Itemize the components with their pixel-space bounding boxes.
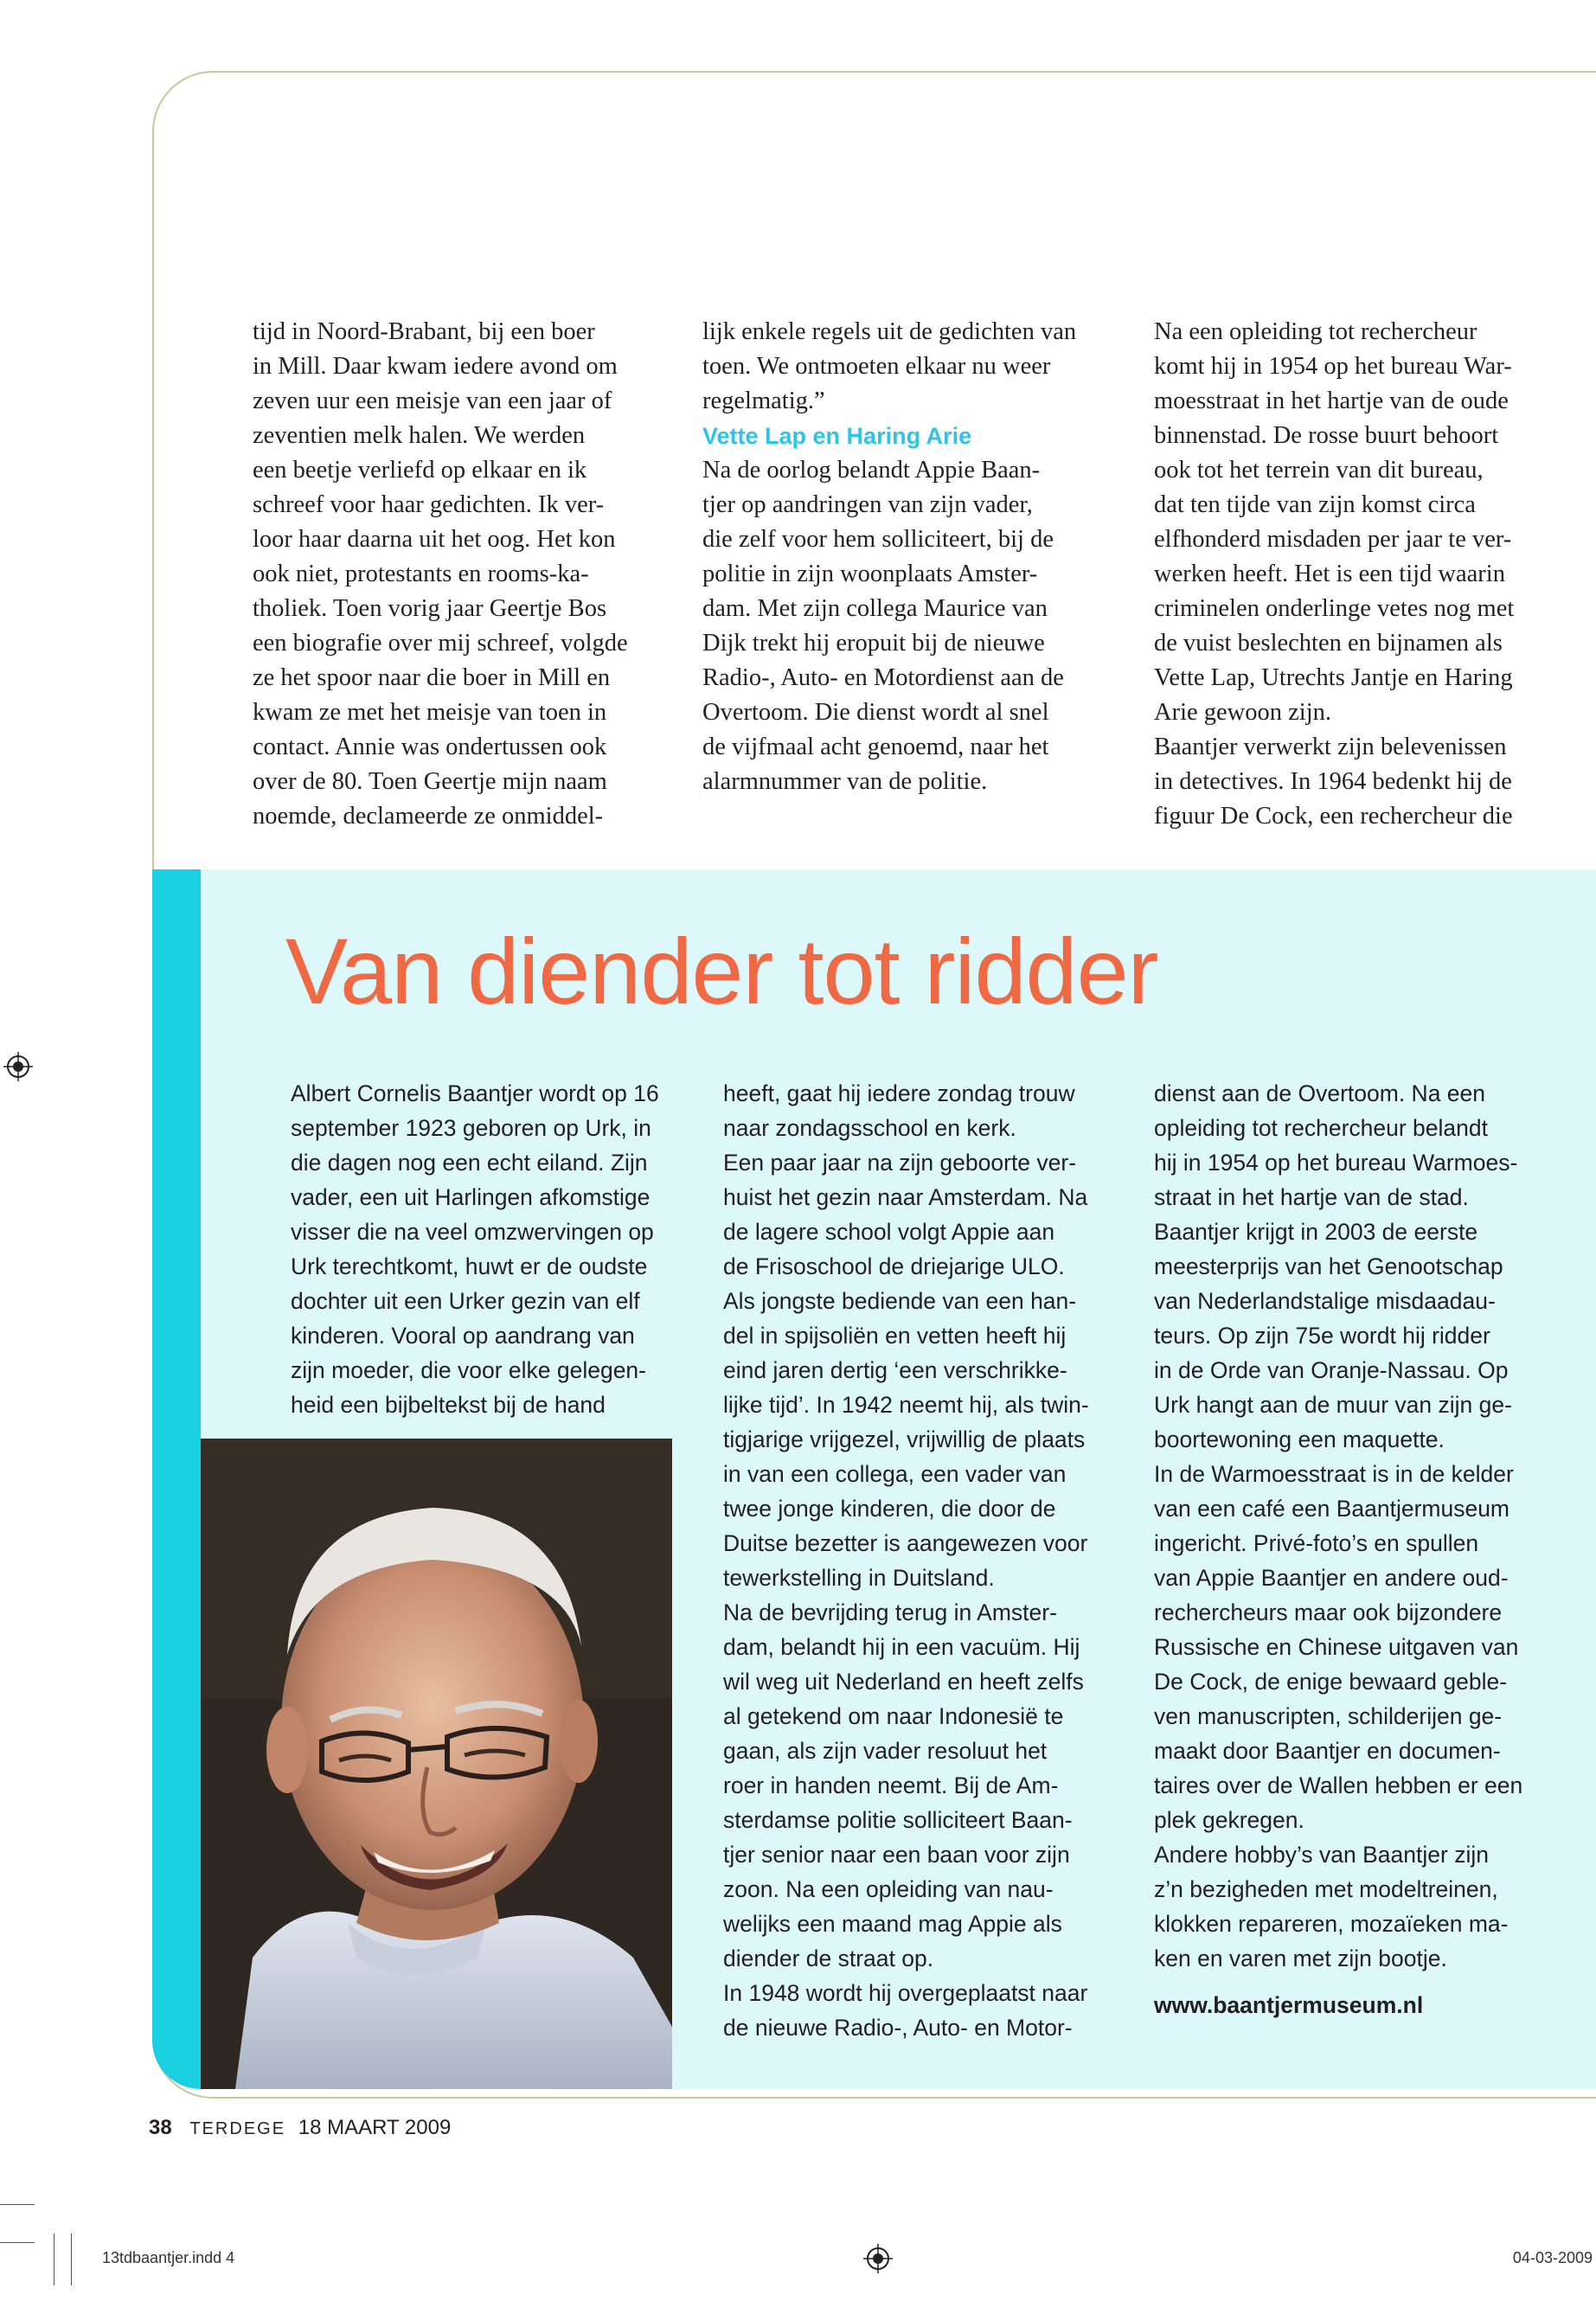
text-line: De Cock, de enige bewaard geble- — [1154, 1669, 1508, 1695]
text-line: boortewoning een maquette. — [1154, 1426, 1445, 1452]
text-line: ingericht. Privé-foto’s en spullen — [1154, 1530, 1479, 1556]
text-line: rechercheurs maar ook bijzondere — [1154, 1599, 1503, 1625]
text-line: kinderen. Vooral op aandrang van — [291, 1323, 635, 1349]
text-line: over de 80. Toen Geertje mijn naam — [253, 768, 607, 795]
text-line: welijks een maand mag Appie als — [723, 1911, 1062, 1937]
sidebar-column-3 — [1154, 1076, 1569, 2022]
text-line: moesstraat in het hartje van de oude — [1154, 388, 1509, 414]
text-line: dat ten tijde van zijn komst circa — [1154, 491, 1476, 518]
text-line: lijk enkele regels uit de gedichten van — [702, 318, 1077, 345]
text-line: Arie gewoon zijn. — [1154, 699, 1331, 726]
text-line: straat in het hartje van de stad. — [1154, 1184, 1469, 1210]
text-line: die zelf voor hem solliciteert, bij de — [702, 526, 1054, 553]
text-line: tholiek. Toen vorig jaar Geertje Bos — [253, 595, 607, 622]
sidebar-column-2 — [723, 1076, 1130, 2045]
text-line: in van een collega, een vader van — [723, 1461, 1067, 1487]
text-line: dochter uit een Urker gezin van elf — [291, 1288, 640, 1314]
trim-mark — [0, 2242, 35, 2243]
text-line: komt hij in 1954 op het bureau War- — [1154, 353, 1512, 380]
text-line: meesterprijs van het Genootschap — [1154, 1253, 1503, 1279]
text-line: In 1948 wordt hij overgeplaatst naar — [723, 1980, 1088, 2006]
text-line: roer in handen neemt. Bij de Am- — [723, 1772, 1059, 1798]
sidebar-column-1 — [291, 1076, 697, 1422]
magazine-name: TERDEGE — [189, 2119, 286, 2138]
text-line: dam, belandt hij in een vacuüm. Hij — [723, 1634, 1080, 1660]
issue-date: 18 MAART 2009 — [298, 2116, 452, 2139]
article-column-1 — [253, 315, 685, 834]
text-line: heeft, gaat hij iedere zondag trouw — [723, 1080, 1075, 1106]
text-line: twee jonge kinderen, die door de — [723, 1496, 1056, 1522]
text-line: sterdamse politie solliciteert Baan- — [723, 1807, 1073, 1833]
registration-mark-bottom — [863, 2244, 893, 2273]
text-line: Albert Cornelis Baantjer wordt op 16 — [291, 1080, 659, 1106]
text-line: alarmnummer van de politie. — [702, 768, 988, 795]
article-column-2-top — [702, 315, 1152, 419]
text-line: zeven uur een meisje van een jaar of — [253, 388, 612, 414]
text-line: een biografie over mij schreef, volgde — [253, 630, 628, 657]
text-line: criminelen onderlinge vetes nog met — [1154, 595, 1515, 622]
text-line: van Nederlandstalige misdaadau- — [1154, 1288, 1496, 1314]
text-line: van een café een Baantjermuseum — [1154, 1496, 1510, 1522]
text-line: elfhonderd misdaden per jaar te ver- — [1154, 526, 1512, 553]
text-line: toen. We ontmoeten elkaar nu weer — [702, 353, 1051, 380]
text-line: maakt door Baantjer en documen- — [1154, 1738, 1501, 1764]
text-line: visser die na veel omzwervingen op — [291, 1219, 654, 1245]
text-line: Russische en Chinese uitgaven van — [1154, 1634, 1519, 1660]
text-line: Vette Lap, Utrechts Jantje en Haring — [1154, 664, 1513, 691]
text-line: de nieuwe Radio-, Auto- en Motor- — [723, 2015, 1073, 2041]
text-line: wil weg uit Nederland en heeft zelfs — [723, 1669, 1084, 1695]
text-line: Als jongste bediende van een han- — [723, 1288, 1077, 1314]
text-line: Na een opleiding tot rechercheur — [1154, 318, 1477, 345]
text-line: regelmatig.” — [702, 388, 825, 414]
text-line: binnenstad. De rosse buurt behoort — [1154, 422, 1499, 449]
text-line: zeventien melk halen. We werden — [253, 422, 586, 449]
text-line: diender de straat op. — [723, 1945, 934, 1971]
registration-mark-left — [3, 1052, 33, 1081]
text-line: Overtoom. Die dienst wordt al snel — [702, 699, 1049, 726]
text-line: del in spijsoliën en vetten heeft hij — [723, 1323, 1067, 1349]
text-line: huist het gezin naar Amsterdam. Na — [723, 1184, 1088, 1210]
portrait-photo — [201, 1439, 672, 2089]
text-line: van Appie Baantjer en andere oud- — [1154, 1565, 1509, 1591]
article-column-2 — [702, 315, 1152, 799]
text-line: naar zondagsschool en kerk. — [723, 1115, 1016, 1141]
text-line: september 1923 geboren op Urk, in — [291, 1115, 651, 1141]
text-line: Een paar jaar na zijn geboorte ver- — [723, 1150, 1077, 1176]
text-line: in de Orde van Oranje-Nassau. Op — [1154, 1357, 1509, 1383]
sidebar-title: Van diender tot ridder — [285, 919, 1158, 1023]
text-line: Urk hangt aan de muur van zijn ge- — [1154, 1392, 1512, 1418]
text-line: lijke tijd’. In 1942 neemt hij, als twin- — [723, 1392, 1089, 1418]
text-line: zijn moeder, die voor elke gelegen- — [291, 1357, 646, 1383]
text-line: al getekend om naar Indonesië te — [723, 1703, 1064, 1729]
text-line: vader, een uit Harlingen afkomstige — [291, 1184, 651, 1210]
trim-mark — [0, 2204, 35, 2205]
text-line: klokken repareren, mozaïeken ma- — [1154, 1911, 1509, 1937]
text-line: zoon. Na een opleiding van nau- — [723, 1876, 1054, 1902]
trim-mark — [71, 2234, 72, 2285]
text-line: Na de bevrijding terug in Amster- — [723, 1599, 1057, 1625]
text-line: dam. Met zijn collega Maurice van — [702, 595, 1048, 622]
text-line: Dijk trekt hij eropuit bij de nieuwe — [702, 630, 1045, 657]
text-line: Radio-, Auto- en Motordienst aan de — [702, 664, 1064, 691]
text-line: tjer op aandringen van zijn vader, — [702, 491, 1033, 518]
text-line: ze het spoor naar die boer in Mill en — [253, 664, 611, 691]
text-line: een beetje verliefd op elkaar en ik — [253, 457, 587, 484]
text-line: Baantjer krijgt in 2003 de eerste — [1154, 1219, 1478, 1245]
text-line: ook niet, protestants en rooms-ka- — [253, 561, 589, 587]
slug-date: 04-03-2009 — [1512, 2249, 1593, 2266]
text-line: In de Warmoesstraat is in de kelder — [1154, 1461, 1514, 1487]
text-line: tigjarige vrijgezel, vrijwillig de plaats — [723, 1426, 1086, 1452]
text-line: in detectives. In 1964 bedenkt hij de — [1154, 768, 1512, 795]
text-line: Duitse bezetter is aangewezen voor — [723, 1530, 1088, 1556]
page-footer — [149, 2116, 451, 2140]
text-line: tewerkstelling in Duitsland. — [723, 1565, 995, 1591]
portrait-illustration — [201, 1439, 672, 2089]
text-line: ken en varen met zijn bootje. — [1154, 1945, 1447, 1971]
text-line: eind jaren dertig ‘een verschrikke- — [723, 1357, 1067, 1383]
text-line: Na de oorlog belandt Appie Baan- — [702, 457, 1041, 484]
text-line: contact. Annie was ondertussen ook — [253, 734, 607, 760]
text-line: in Mill. Daar kwam iedere avond om — [253, 353, 618, 380]
text-line: figuur De Cock, een rechercheur die — [1154, 803, 1513, 830]
text-line: Andere hobby’s van Baantjer zijn — [1154, 1842, 1489, 1868]
text-line: tijd in Noord-Brabant, bij een boer — [253, 318, 595, 345]
text-line: dienst aan de Overtoom. Na een — [1154, 1080, 1486, 1106]
article-column-3 — [1154, 315, 1595, 834]
text-line: loor haar daarna uit het oog. Het kon — [253, 526, 616, 553]
page-number: 38 — [149, 2116, 172, 2139]
text-line: heid een bijbeltekst bij de hand — [291, 1392, 606, 1418]
text-line: ven manuscripten, schilderijen ge- — [1154, 1703, 1503, 1729]
text-line: teurs. Op zijn 75e wordt hij ridder — [1154, 1323, 1490, 1349]
text-line: Urk terechtkomt, huwt er de oudste — [291, 1253, 648, 1279]
text-line: z’n bezigheden met modeltreinen, — [1154, 1876, 1498, 1902]
text-line: opleiding tot rechercheur belandt — [1154, 1115, 1488, 1141]
text-line: taires over de Wallen hebben er een — [1154, 1772, 1523, 1798]
text-line: de lagere school volgt Appie aan — [723, 1219, 1055, 1245]
text-line: die dagen nog een echt eiland. Zijn — [291, 1150, 648, 1176]
text-line: de vuist beslechten en bijnamen als — [1154, 630, 1503, 657]
text-line: politie in zijn woonplaats Amster- — [702, 561, 1038, 587]
text-line: werken heeft. Het is een tijd waarin — [1154, 561, 1505, 587]
subheading: Vette Lap en Haring Arie — [702, 423, 972, 449]
text-line: hij in 1954 op het bureau Warmoes- — [1154, 1150, 1518, 1176]
text-line: gaan, als zijn vader resoluut het — [723, 1738, 1048, 1764]
slug-filename: 13tdbaantjer.indd 4 — [102, 2249, 235, 2266]
museum-link[interactable]: www.baantjermuseum.nl — [1154, 1992, 1424, 2018]
text-line: tjer senior naar een baan voor zijn — [723, 1842, 1070, 1868]
sidebar-column-3-text — [1154, 1076, 1569, 1976]
text-line: noemde, declameerde ze onmiddel- — [253, 803, 604, 830]
article-column-2-bottom — [702, 453, 1152, 799]
sidebar-accent-bar — [152, 869, 201, 2089]
text-line: plek gekregen. — [1154, 1807, 1304, 1833]
text-line: Baantjer verwerkt zijn belevenissen — [1154, 734, 1507, 760]
text-line: de Frisoschool de driejarige ULO. — [723, 1253, 1065, 1279]
text-line: de vijfmaal acht genoemd, naar het — [702, 734, 1049, 760]
text-line: kwam ze met het meisje van toen in — [253, 699, 607, 726]
text-line: schreef voor haar gedichten. Ik ver- — [253, 491, 605, 518]
text-line: ook tot het terrein van dit bureau, — [1154, 457, 1484, 484]
